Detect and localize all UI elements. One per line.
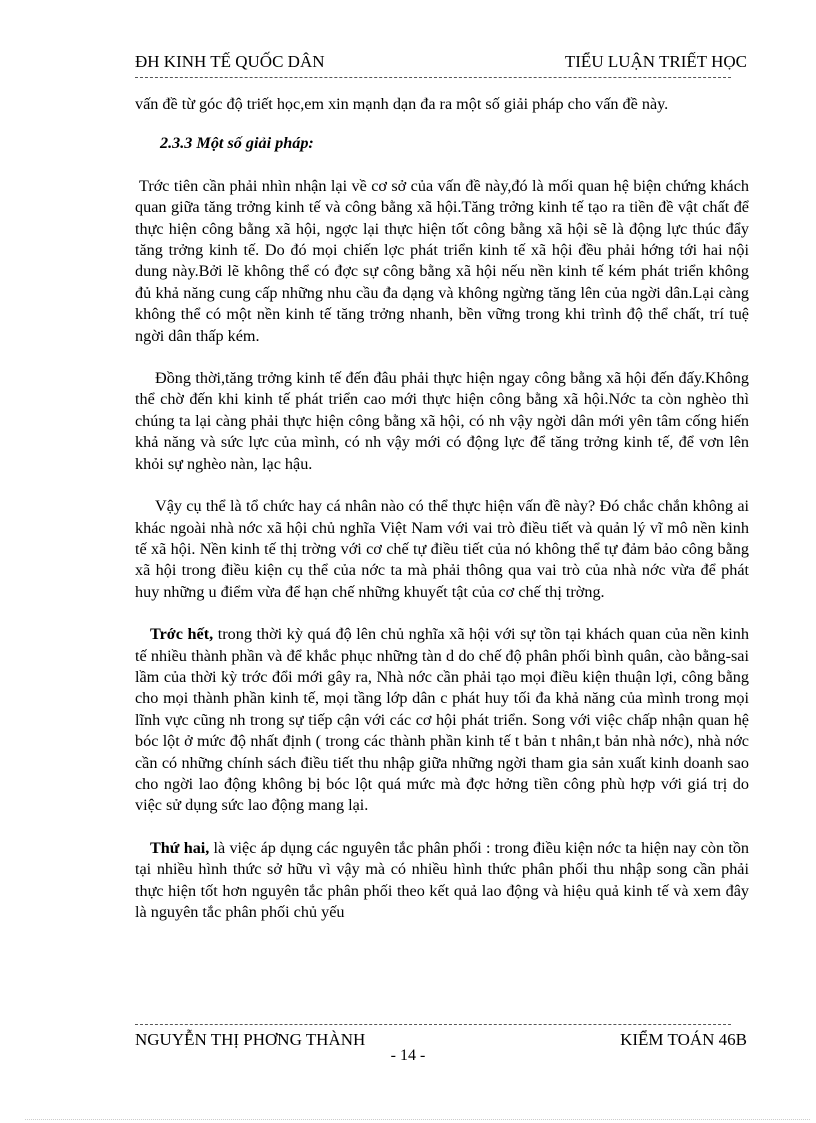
page-number: - 14 -: [390, 1047, 426, 1064]
page-edge: [25, 1119, 810, 1120]
paragraph-5-lead: Thứ hai,: [150, 838, 210, 857]
paragraph-3: Vậy cụ thể là tổ chức hay cá nhân nào có thể thực hiện vấn đề này? Đó chắc chắn không ai khác ngoài nhà nớc xã hội chủ nghĩa Việt Nam với vai trò điều tiết và quản lý vĩ mô nền kinh tế xã hội. Nền kinh tế thị trờng với cơ chế tự điều tiết của nó không thể tự đảm bảo công bằng xã hội trong điều kiện cụ thể của nớc ta mà phải thông qua vai trò của nhà nớc vừa để phát huy những u điểm vừa để hạn chế những khuyết tật của cơ chế thị trờng.: [135, 497, 749, 601]
paragraph-2: Đồng thời,tăng trởng kinh tế đến đâu phải thực hiện ngay công bằng xã hội đến đấy.Không thể chờ đến khi kinh tế phát triển cao mới thực hiện công bằng xã hội.Nớc ta còn nghèo thì chúng ta lại càng phải thực hiện công bằng xã hội, có nh vậy ngời dân mới yên tâm cống hiến khả năng và sức lực của mình, có nh vậy mới có động lực để tăng trởng kinh tế, để vơn lên khỏi sự nghèo nàn, lạc hậu.: [135, 369, 749, 473]
document-body: [135, 94, 749, 923]
page-header: [135, 52, 747, 74]
paragraph-5: [135, 838, 749, 924]
paragraph-4-lead: Trớc hết,: [150, 625, 214, 644]
paragraph-4: [135, 624, 749, 817]
footer-class: KIỂM TOÁN 46B: [620, 1030, 747, 1049]
footer-divider: [135, 1024, 731, 1025]
intro-paragraph: vấn đề từ góc độ triết học,em xin mạnh dạn đa ra một số giải pháp cho vấn đề này.: [135, 95, 669, 113]
header-document-type: TIỂU LUẬN TRIẾT HỌC: [564, 52, 747, 71]
footer-author: NGUYỄN THỊ PHƠNG THÀNH: [135, 1030, 366, 1049]
paragraph-5-text: là việc áp dụng các nguyên tắc phân phối : trong điều kiện nớc ta hiện nay còn tồn tại nhiều hình thức sở hữu vì vậy mà có nhiều hình thức phân phối thu nhập song cần phải thực hiện tốt hơn nguyên tắc phân phối theo kết quả lao động và hiệu quả kinh tế và xem đây là nguyên tắc phân phối chủ yếu: [135, 838, 750, 921]
paragraph-4-text: trong thời kỳ quá độ lên chủ nghĩa xã hội với sự tồn tại khách quan của nền kinh tế nhiều thành phần và để khắc phục những tàn d do chế độ phân phối bình quân, cào bằng-sai lầm của thời kỳ trớc đổi mới gây ra, Nhà nớc cần phải tạo mọi điều kiện thuận lợi, công bằng cho mọi thành phần kinh tế, mọi tầng lớp dân c phát huy tối đa khả năng của mình trong mọi lĩnh vực cũng nh trong sự tiếp cận với các cơ hội phát triển. Song với việc chấp nhận quan hệ bóc lột ở mức độ nhất định ( trong các thành phần kinh tế t bản t nhân,t bản nhà nớc), nhà nớc cần có những chính sách điều tiết thu nhập giữa những ngời tham gia sản xuất kinh doanh sao cho ngời lao động không bị bóc lột quá mức mà đợc hởng tiền công phù hợp với giá trị do việc sử dụng sức lao động mang lại.: [135, 625, 749, 815]
section-heading: 2.3.3 Một số giải pháp:: [160, 134, 314, 153]
header-divider: [135, 77, 731, 78]
header-institution: ĐH KINH TẾ QUỐC DÂN: [135, 52, 325, 71]
paragraph-1: Trớc tiên cần phải nhìn nhận lại về cơ sở của vấn đề này,đó là mối quan hệ biện chứng khách quan giữa tăng trởng kinh tế và công bằng xã hội.Tăng trởng kinh tế tạo ra tiền đề vật chất để thực hiện công bằng xã hội, ngợc lại thực hiện tốt công bằng xã hội sẽ là động lực thúc đẩy tăng trởng kinh tế. Do đó mọi chiến lợc phát triển kinh tế xã hội đều phải hớng tới hai nội dung này.Bởi lẽ không thể có đợc sự công bằng xã hội nếu nền kinh tế kém phát triển không đủ khả năng cung cấp những nhu cầu đa dạng và không ngừng tăng lên của ngời dân.Lại càng không thể có một nền kinh tế tăng trởng nhanh, bền vững trong khi trình độ thể chất, trí tuệ ngời dân thấp kém.: [135, 176, 749, 345]
